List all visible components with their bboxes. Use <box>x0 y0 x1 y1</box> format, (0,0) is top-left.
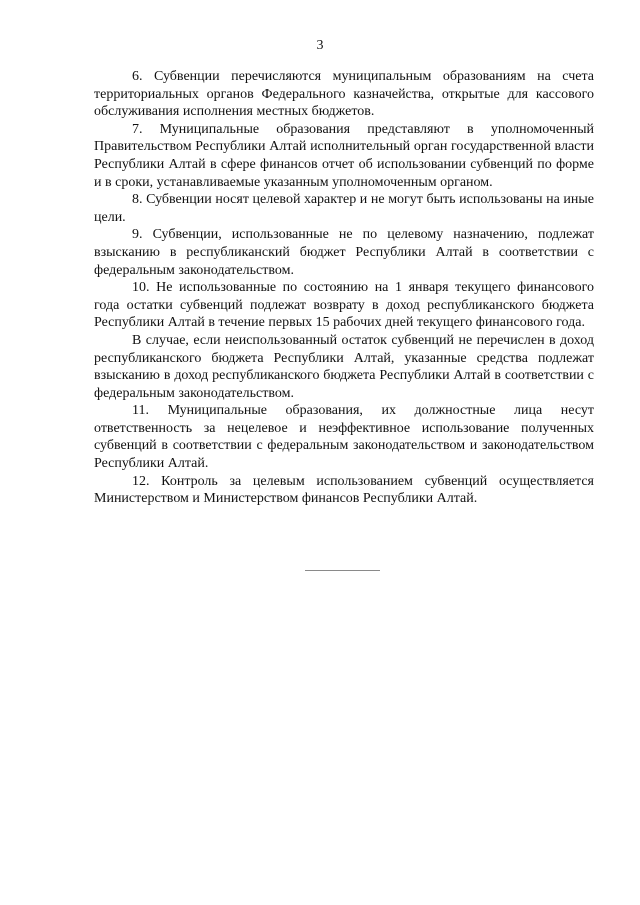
paragraph-12: 12. Контроль за целевым использованием субвенций осуществляется Министерством и Министерством финансов Республики Алтай. <box>94 473 594 507</box>
paragraph-8: 8. Субвенции носят целевой характер и не могут быть использованы на иные цели. <box>94 192 594 225</box>
end-separator-line <box>305 570 380 571</box>
paragraph-6: 6. Субвенции перечисляются муниципальным образованиям на счета территориальных органов Федерального казначейства, открытые для кассового обслуживания исполнения местных бюджетов. <box>94 69 594 120</box>
page-number: 3 <box>316 38 324 53</box>
paragraph-10-continuation: В случае, если неиспользованный остаток субвенций не перечислен в доход республиканского бюджета Республики Алтай, указанные средства подлежат взысканию в доход республиканского бюджета Республики Алтай в соответствии с федеральным законодательством. <box>94 332 594 401</box>
document-body <box>94 68 594 508</box>
paragraph-7: 7. Муниципальные образования представляют в уполномоченный Правительством Республики Алтай исполнительный орган государственной власти Республики Алтай в сфере финансов отчет об использовании субвенций по форме и в сроки, устанавливаемые указанным уполномоченным органом. <box>94 121 594 190</box>
paragraph-10: 10. Не использованные по состоянию на 1 января текущего финансового года остатки субвенций подлежат возврату в доход республиканского бюджета Республики Алтай в течение первых 15 рабочих дней текущего финансового года. <box>94 280 594 331</box>
paragraph-11: 11. Муниципальные образования, их должностные лица несут ответственность за нецелевое и неэффективное использование полученных субвенций в соответствии с федеральным законодательством и законодательством Республики Алтай. <box>94 403 594 472</box>
paragraph-9: 9. Субвенции, использованные не по целевому назначению, подлежат взысканию в республиканский бюджет Республики Алтай в соответствии с федеральным законодательством. <box>94 227 594 278</box>
